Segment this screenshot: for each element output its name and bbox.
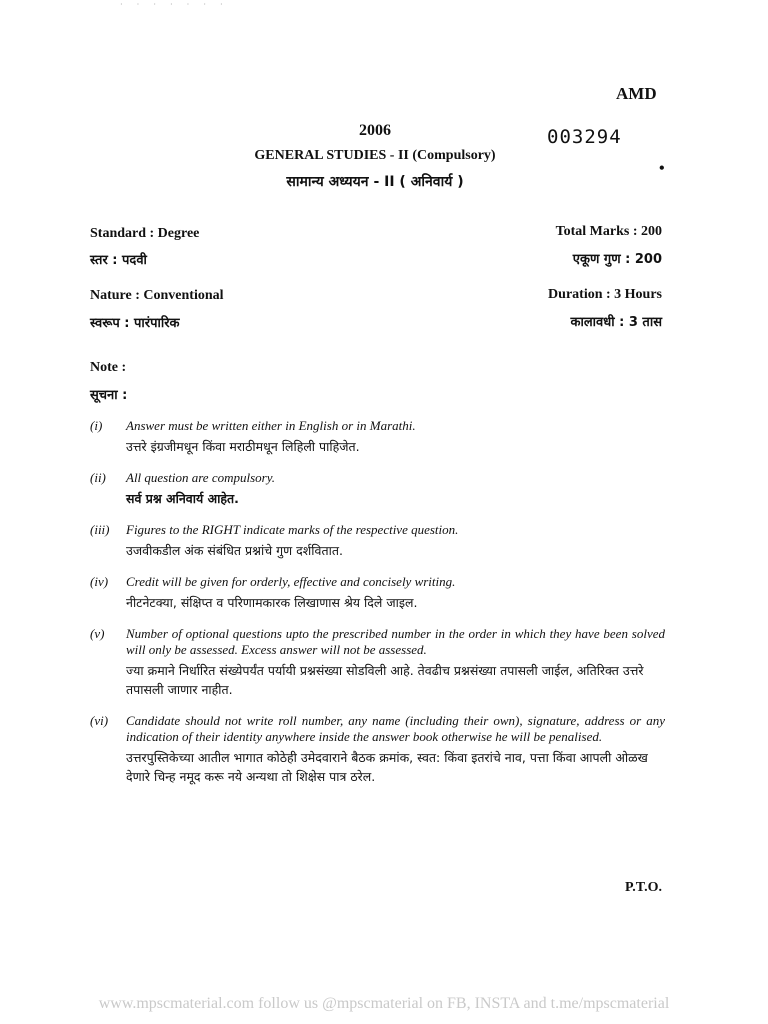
note-heading-en: Note : [90, 360, 127, 375]
subject-title-mr: सामान्य अध्ययन - II ( अनिवार्य ) [286, 174, 464, 190]
instruction-text-en: Candidate should not write roll number, any name (including their own), signature, address or any indication of their identity anywhere inside the answer book otherwise he will be penalised. [126, 713, 665, 744]
scan-dot: • [659, 160, 665, 177]
instruction-item [90, 418, 665, 456]
instruction-text-en: Credit will be given for orderly, effective and concisely writing. [126, 574, 456, 589]
instruction-number: (vi) [90, 713, 109, 728]
instruction-number: (ii) [90, 470, 106, 485]
instruction-text-mr: उजवीकडील अंक संबंधित प्रश्नांचे गुण दर्शवितात. [126, 543, 343, 558]
nature-en: Nature : Conventional [90, 288, 224, 303]
please-turn-over: P.T.O. [625, 880, 662, 895]
duration-mr: कालावधी : 3 तास [570, 315, 662, 330]
instruction-text-en: All question are compulsory. [126, 470, 276, 485]
instruction-text-mr: नीटनेटक्या, संक्षिप्त व परिणामकारक लिखाणास श्रेय दिले जाइल. [126, 595, 418, 610]
nature-mr: स्वरूप : पारंपारिक [90, 316, 180, 331]
instruction-item [90, 470, 665, 508]
instruction-number: (v) [90, 626, 105, 641]
watermark-footer: www.mpscmaterial.com follow us @mpscmaterial on FB, INSTA and t.me/mpscmaterial [98, 995, 670, 1012]
instruction-number: (iii) [90, 522, 110, 537]
instruction-text-mr: सर्व प्रश्न अनिवार्य आहेत. [126, 491, 239, 506]
instruction-text-mr: ज्या क्रमाने निर्धारित संख्येपर्यंत पर्यायी प्रश्नसंख्या सोडविली आहे. तेवढीच प्रश्नसंख्या तपासली जाईल, अतिरिक्त उत्तरे तपासली जाणार नाहीत. [126, 663, 644, 697]
instruction-text-mr: उत्तरे इंग्रजीमधून किंवा मराठीमधून लिहिली पाहिजेत. [126, 439, 360, 454]
instructions-list [90, 418, 665, 800]
note-heading-mr: सूचना : [90, 388, 128, 403]
standard-mr: स्तर : पदवी [90, 253, 147, 268]
scan-artifact: · · · · · · · [120, 0, 229, 9]
instruction-text-en: Figures to the RIGHT indicate marks of the respective question. [126, 522, 459, 537]
instruction-text-en: Answer must be written either in English or in Marathi. [126, 418, 416, 433]
instruction-item [90, 522, 665, 560]
total-marks-en: Total Marks : 200 [555, 224, 662, 239]
instruction-item [90, 713, 665, 786]
subject-title-en: GENERAL STUDIES - II (Compulsory) [254, 148, 496, 163]
instruction-text-mr: उत्तरपुस्तिकेच्या आतील भागात कोठेही उमेदवाराने बैठक क्रमांक, स्वत: किंवा इतरांचे नाव, पत्ता किंवा आपली ओळख देणारे चिन्ह नमूद करू नये अन्यथा तो शिक्षेस पात्र ठरेल. [126, 750, 648, 784]
instruction-item [90, 626, 665, 699]
total-marks-mr: एकूण गुण : 200 [572, 252, 662, 267]
paper-code: AMD [616, 84, 657, 103]
instruction-text-en: Number of optional questions upto the prescribed number in the order in which they have been solved will only be assessed. Excess answer will not be assessed. [126, 626, 665, 657]
instruction-number: (i) [90, 418, 103, 433]
instruction-number: (iv) [90, 574, 109, 589]
serial-number: 003294 [547, 126, 622, 148]
instruction-item [90, 574, 665, 612]
exam-year: 2006 [359, 122, 391, 139]
standard-en: Standard : Degree [90, 226, 200, 241]
duration-en: Duration : 3 Hours [548, 287, 662, 302]
